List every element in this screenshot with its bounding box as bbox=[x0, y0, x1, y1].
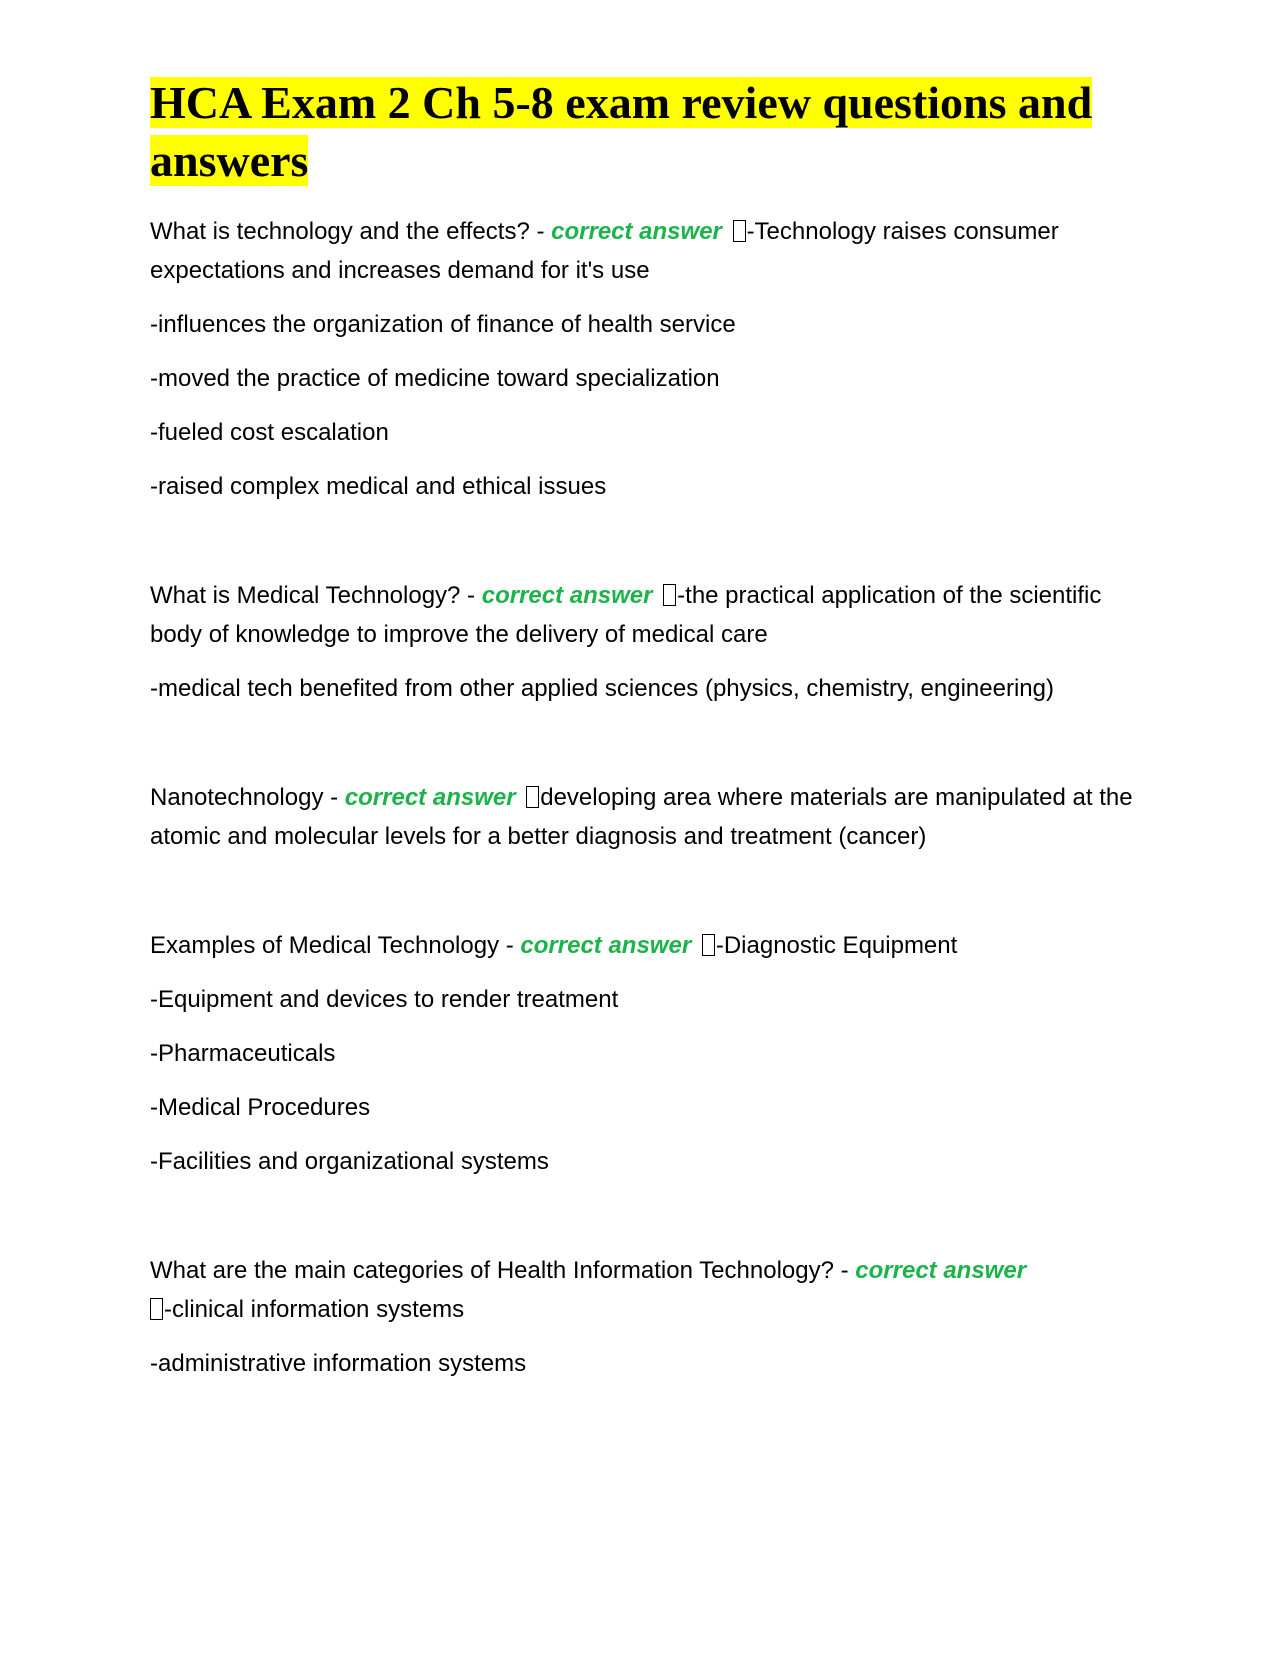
question-text: What are the main categories of Health Information Technology? - bbox=[150, 1257, 856, 1284]
question-paragraph bbox=[150, 1251, 1140, 1329]
answer-line: -administrative information systems bbox=[150, 1350, 527, 1377]
missing-glyph-box-icon bbox=[702, 934, 715, 956]
correct-answer-label: correct answer bbox=[551, 218, 722, 245]
correct-answer-label: correct answer bbox=[520, 932, 692, 959]
question-text: Nanotechnology - bbox=[150, 784, 345, 811]
answer-line: -Medical Procedures bbox=[150, 1094, 371, 1121]
block-spacer bbox=[150, 521, 1140, 576]
question-paragraph bbox=[150, 212, 1140, 290]
question-text: Examples of Medical Technology - bbox=[150, 932, 521, 959]
block-spacer bbox=[150, 723, 1140, 778]
question-text: What is technology and the effects? - bbox=[150, 218, 552, 245]
answer-line: -Equipment and devices to render treatment bbox=[150, 986, 619, 1013]
answer-line: -Facilities and organizational systems bbox=[150, 1148, 549, 1175]
answer-text: -Technology raises consumer expectations and increases demand for it's use bbox=[150, 218, 1059, 284]
qa-block-4 bbox=[150, 926, 1140, 1181]
question-paragraph bbox=[150, 778, 1140, 856]
block-spacer bbox=[150, 871, 1140, 926]
correct-answer-label: correct answer bbox=[481, 582, 653, 609]
document-title-text: HCA Exam 2 Ch 5-8 exam review questions and answers bbox=[150, 77, 1093, 186]
correct-answer-label: correct answer bbox=[344, 784, 516, 811]
qa-block-5 bbox=[150, 1251, 1140, 1383]
answer-text: developing area where materials are manipulated at the atomic and molecular levels for a better diagnosis and treatment (cancer) bbox=[150, 784, 1133, 850]
block-spacer bbox=[150, 1196, 1140, 1251]
document-title bbox=[150, 74, 1140, 190]
answer-text: -Diagnostic Equipment bbox=[715, 932, 958, 959]
missing-glyph-box-icon bbox=[526, 786, 539, 808]
correct-answer-label: correct answer bbox=[855, 1257, 1027, 1284]
answer-line: -moved the practice of medicine toward specialization bbox=[150, 365, 720, 392]
missing-glyph-box-icon bbox=[663, 584, 676, 606]
answer-line: -Pharmaceuticals bbox=[150, 1040, 336, 1067]
answer-line: -influences the organization of finance of health service bbox=[150, 311, 736, 338]
qa-block-2 bbox=[150, 576, 1140, 708]
qa-block-3 bbox=[150, 778, 1140, 856]
question-text: What is Medical Technology? - bbox=[150, 582, 482, 609]
question-paragraph bbox=[150, 576, 1140, 654]
answer-line: -raised complex medical and ethical issues bbox=[150, 473, 607, 500]
question-paragraph bbox=[150, 926, 1140, 965]
answer-line: -fueled cost escalation bbox=[150, 419, 389, 446]
missing-glyph-box-icon bbox=[150, 1298, 163, 1320]
qa-block-1 bbox=[150, 212, 1140, 506]
answer-text: -the practical application of the scientific body of knowledge to improve the delivery of medical care bbox=[150, 582, 1102, 648]
answer-line: -medical tech benefited from other applied sciences (physics, chemistry, engineering) bbox=[150, 675, 1054, 702]
answer-text: -clinical information systems bbox=[164, 1296, 465, 1323]
missing-glyph-box-icon bbox=[733, 220, 746, 242]
document-page bbox=[150, 74, 1140, 1398]
